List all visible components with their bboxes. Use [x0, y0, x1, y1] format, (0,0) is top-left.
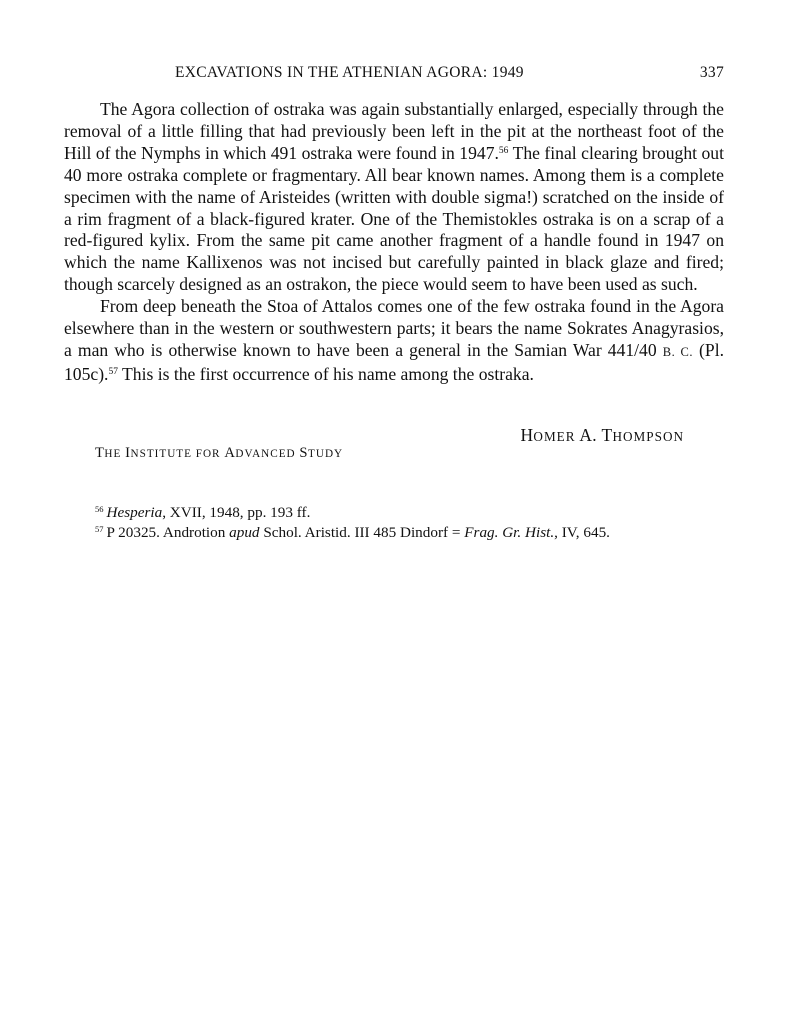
paragraph2-text-c: This is the first occurrence of his name among the ostraka.: [117, 363, 534, 384]
running-title: EXCAVATIONS IN THE ATHENIAN AGORA: 1949: [175, 64, 524, 81]
footnote-56: $^{56}$ Hesperia, XVII, 1948, pp. 193 ff.: [95, 504, 311, 521]
footnote-ref-57[interactable]: 57: [108, 366, 118, 377]
footnote-57: $^{57}$ P 20325. Androtion apud Schol. Aristid. III 485 Dindorf = Frag. Gr. Hist., IV, 645.: [95, 524, 610, 541]
paragraph1-text-a: The Agora collection of ostraka was again substantially enlarged, especially through the removal of a little filling that had previously been left in the pit at the northeast foot of the Hill of the Nymphs in which 491 ostraka were found in 1947.: [64, 99, 724, 163]
footnotes: [95, 503, 715, 543]
page-number: 337: [699, 64, 724, 81]
body-text: [64, 99, 724, 386]
footnote-mark: 56: [95, 504, 104, 514]
footnote-mark: 57: [95, 524, 104, 534]
author-signature: HOMER A. THOMPSON: [520, 425, 684, 445]
paragraph1-text-b: The final clearing brought out 40 more ostraka complete or fragmentary. All bear known names. Among them is a complete specimen with the name of Aristeides (written with double sigma!) scratched on the inside of a rim fragment of a black-figured krater. One of the Themistokles ostraka is on a scrap of a red-figured kylix. From the same pit came another fragment of a handle found in 1947 on which the name Kallixenos was not incised but carefully painted in black glaze and fired; though scarcely designed as an ostrakon, the piece would seem to have been used as such.: [64, 142, 724, 295]
paragraph-ostraka-collection: [64, 99, 724, 296]
journal-title: Hesperia: [106, 504, 163, 521]
footnote-ref-56[interactable]: 56: [498, 145, 509, 156]
running-head: [64, 64, 724, 86]
paragraph2-text-b: (Pl. 105c).: [64, 339, 724, 384]
bc-abbreviation: B. C.: [662, 344, 693, 359]
paragraph-stoa-of-attalos: [64, 296, 724, 386]
paragraph2-text-a: From deep beneath the Stoa of Attalos comes one of the few ostraka found in the Agora elsewhere than in the western or southwestern parts; it bears the name Sokrates Anagyrasios, a man who is otherwise known to have been a general in the Samian War 441/40: [64, 296, 724, 360]
reference-title: Frag. Gr. Hist.: [464, 524, 555, 541]
author-affiliation: THE INSTITUTE FOR ADVANCED STUDY: [95, 445, 344, 461]
